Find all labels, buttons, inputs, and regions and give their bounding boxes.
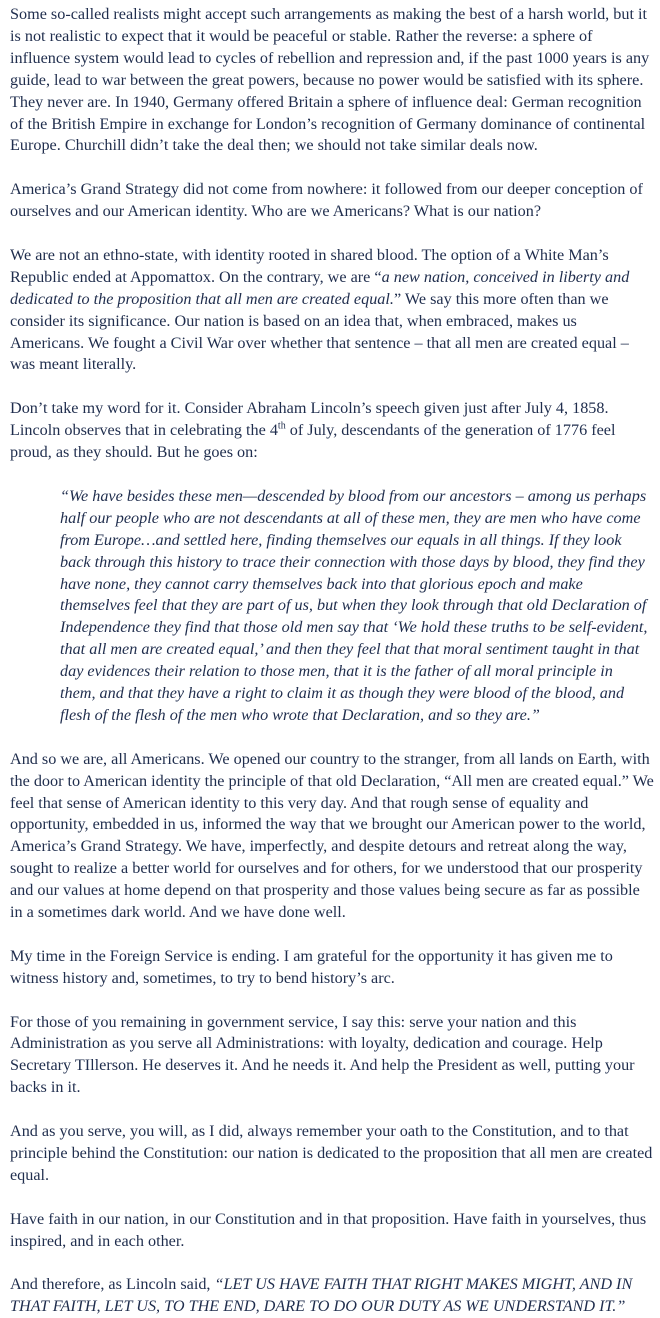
gettysburg-quote: a new nation, conceived in liberty and dedicated to the proposition that all men are created equal. bbox=[10, 267, 630, 308]
paragraph-closing-text: And therefore, as Lincoln said, bbox=[10, 1275, 215, 1294]
paragraph-ethno-state-text-b: ” We say this more often than we consider its significance. Our nation is based on an idea that, when embraced, makes us Americans. We fought a Civil War over whether that sentence – that all men are created equal – was meant literally. bbox=[10, 289, 629, 374]
paragraph-foreign-service: My time in the Foreign Service is ending. I am grateful for the opportunity it has given me to witness history and, sometimes, to try to bend history’s arc. bbox=[10, 946, 613, 987]
paragraph-grand-strategy: America’s Grand Strategy did not come from nowhere: it followed from our deeper conception of ourselves and our American identity. Who are we Americans? What is our nation? bbox=[10, 180, 643, 221]
paragraph-ethno-state-text-a: We are not an ethno-state, with identity rooted in shared blood. The option of a White Man’s Republic ended at Appomattox. On the contrary, we are “ bbox=[10, 245, 609, 286]
paragraph-all-americans: And so we are, all Americans. We opened our country to the stranger, from all lands on Earth, with the door to American identity the principle of that old Declaration, “All men are created equal.” We feel that sense of American identity to this very day. And that rough sense of equality and opportunity, embedded in us, informed the way that we brought our American power to the world, America’s Grand Strategy. We have, imperfectly, and despite detours and retreat along the way, sought to realize a better world for ourselves and for others, for we understood that our prosperity and our values at home depend on that prosperity and those values being secure as far as possible in a sometimes dark world. And we have done well. bbox=[10, 749, 654, 922]
paragraph-spheres-of-influence: Some so-called realists might accept such arrangements as making the best of a harsh world, but it is not realistic to expect that it would be peaceful or stable. Rather the reverse: a sphere of influence system would lead to cycles of rebellion and repression and, if the past 1000 years is any guide, lead to war between the great powers, because no power would be satisfied with its sphere. They never are. In 1940, Germany offered Britain a sphere of influence deal: German recognition of the British Empire in exchange for London’s recognition of Germany dominance of continental Europe. Churchill didn’t take the deal then; we should not take similar deals now. bbox=[10, 5, 650, 155]
paragraph-oath: And as you serve, you will, as I did, always remember your oath to the Constitution, and to that principle behind the Constitution: our nation is dedicated to the proposition that all men are created equal. bbox=[10, 1122, 653, 1184]
paragraph-government-service: For those of you remaining in government service, I say this: serve your nation and this Administration as you serve all Administrations: with loyalty, dedication and courage. Help Secretary TIllerson. He deserves it. And he needs it. And help the President as well, putting your backs in it. bbox=[10, 1012, 635, 1097]
paragraph-have-faith: Have faith in our nation, in our Constitution and in that proposition. Have faith in yourselves, thus inspired, and in each other. bbox=[10, 1209, 647, 1250]
closing-lincoln-quote: “LET US HAVE FAITH THAT RIGHT MAKES MIGHT, AND IN THAT FAITH, LET US, TO THE END, DARE TO DO OUR DUTY AS WE UNDERSTAND IT.” bbox=[10, 1275, 633, 1316]
lincoln-block-quote: “We have besides these men—descended by blood from our ancestors – among us perhaps half our people who are not descendants at all of these men, they are men who have come from Europe…and settled here, finding themselves our equals in all things. If they look back through this history to trace their connection with those days by blood, they find they have none, they cannot carry themselves back into that glorious epoch and make themselves feel that they are part of us, but when they look through that old Declaration of Independence they find that those old men say that ‘We hold these truths to be self-evident, that all men are created equal,’ and then they feel that that moral sentiment taught in that day evidences their relation to those men, that it is the father of all moral principle in them, and that they have a right to claim it as though they were blood of the blood, and flesh of the flesh of the men who wrote that Declaration, and so they are.” bbox=[60, 486, 648, 724]
paragraph-lincoln-text-b: of July, descendants of the generation of 1776 feel proud, as they should. But he goes on: bbox=[10, 421, 616, 462]
paragraph-lincoln-speech bbox=[10, 398, 654, 464]
paragraph-closing bbox=[10, 1274, 654, 1318]
paragraph-lincoln-text-a: Don’t take my word for it. Consider Abraham Lincoln’s speech given just after July 4, 1858. Lincoln observes that in celebrating the 4 bbox=[10, 399, 609, 440]
paragraph-ethno-state bbox=[10, 245, 654, 376]
ordinal-superscript: th bbox=[277, 420, 286, 432]
